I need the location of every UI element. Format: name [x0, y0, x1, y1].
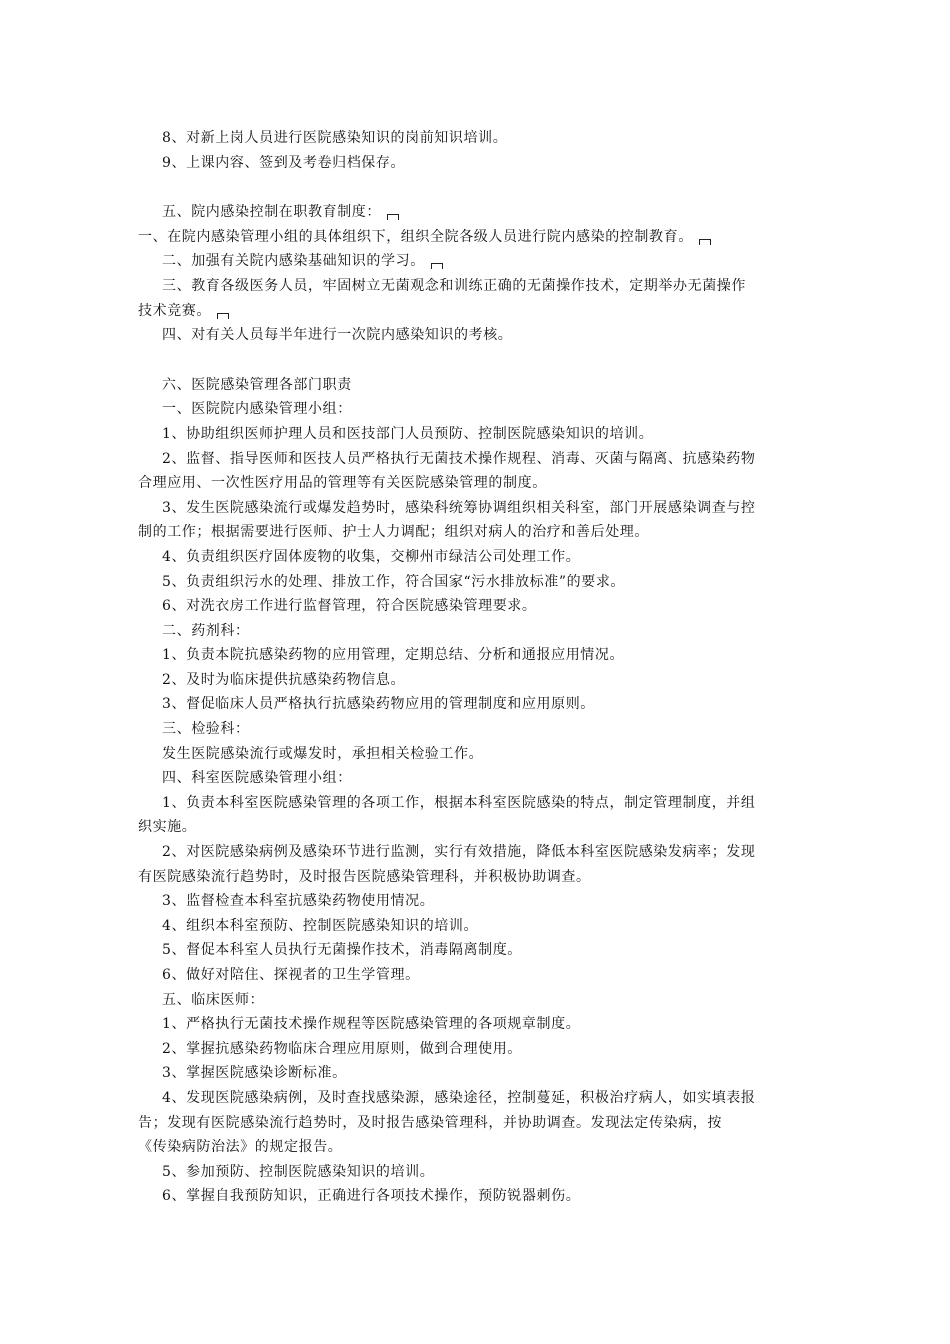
text-line: 5、负责组织污水的处理、排放工作，符合国家“污水排放标准”的要求。	[162, 573, 626, 590]
text-line: 3、监督检查本科室抗感染药物使用情况。	[162, 893, 435, 910]
paragraph-gap	[138, 348, 818, 373]
text-line-content: 技术竞赛。	[138, 302, 211, 319]
text-line: 1、负责本院抗感染药物的应用管理，定期总结、分析和通报应用情况。	[162, 647, 625, 664]
text-line: 三、教育各级医务人员，牢固树立无菌观念和训练正确的无菌操作技术，定期举办无菌操作	[162, 277, 746, 294]
text-line: 6、做好对陪住、探视者的卫生学管理。	[162, 967, 420, 983]
text-line: 告；发现有医院感染流行趋势时，及时报告感染管理科，并协助调查。发现法定传染病，按	[138, 1114, 722, 1131]
text-line: 2、监督、指导医师和医技人员严格执行无菌技术操作规程、消毒、灭菌与隔离、抗感染药物	[162, 450, 756, 467]
document-body	[138, 126, 818, 1209]
subsection-heading: 三、检验科：	[162, 721, 250, 738]
subsection-heading: 一、医院院内感染管理小组：	[162, 401, 352, 418]
text-line: 合理应用、一次性医疗用品的管理等有关医院感染管理的制度。	[138, 475, 547, 492]
text-line: 2、掌握抗感染药物临床合理应用原则，做到合理使用。	[162, 1040, 522, 1057]
text-line: 4、负责组织医疗固体废物的收集，交柳州市绿洁公司处理工作。	[162, 548, 581, 565]
text-line: 1、协助组织医师护理人员和医技部门人员预防、控制医院感染知识的培训。	[162, 425, 654, 442]
text-line: 《传染病防治法》的规定报告。	[138, 1139, 343, 1156]
text-line: 2、对医院感染病例及感染环节进行监测，实行有效措施，降低本科室医院感染发病率；发现	[162, 844, 756, 861]
text-line: 发生医院感染流行或爆发时，承担相关检验工作。	[162, 745, 484, 762]
paragraph-mark-icon	[431, 263, 443, 269]
section-heading: 六、医院感染管理各部门职责	[162, 376, 352, 393]
text-line	[138, 249, 818, 274]
text-line: 四、对有关人员每半年进行一次院内感染知识的考核。	[162, 327, 513, 344]
paragraph-mark-icon	[699, 239, 711, 245]
text-line: 4、组织本科室预防、控制医院感染知识的培训。	[162, 917, 479, 934]
text-line: 6、掌握自我预防知识，正确进行各项技术操作，预防锐器刺伤。	[162, 1188, 581, 1205]
text-line: 1、负责本科室医院感染管理的各项工作，根据本科室医院感染的特点，制定管理制度，并组	[162, 794, 756, 811]
text-line: 4、发现医院感染病例，及时查找感染源，感染途径，控制蔓延，积极治疗病人，如实填表报	[162, 1089, 756, 1106]
text-line	[138, 299, 818, 324]
text-line-content: 一、在院内感染管理小组的具体组织下，组织全院各级人员进行院内感染的控制教育。	[138, 228, 693, 245]
text-line: 制的工作；根据需要进行医师、护士人力调配；组织对病人的治疗和善后处理。	[138, 524, 649, 541]
text-line: 5、参加预防、控制医院感染知识的培训。	[162, 1163, 435, 1180]
text-line: 1、严格执行无菌技术操作规程等医院感染管理的各项规章制度。	[162, 1016, 581, 1033]
section-heading	[138, 200, 818, 225]
subsection-heading: 二、药剂科：	[162, 622, 250, 639]
text-line: 织实施。	[138, 819, 197, 836]
subsection-heading: 五、临床医师：	[162, 991, 265, 1008]
text-line: 3、掌握医院感染诊断标准。	[162, 1065, 347, 1082]
text-line: 6、对洗衣房工作进行监督管理，符合医院感染管理要求。	[162, 598, 537, 615]
text-line: 2、及时为临床提供抗感染药物信息。	[162, 671, 406, 688]
paragraph-mark-icon	[387, 214, 399, 220]
text-line: 3、督促临床人员严格执行抗感染药物应用的管理制度和应用原则。	[162, 696, 595, 713]
text-line: 5、督促本科室人员执行无菌操作技术，消毒隔离制度。	[162, 942, 522, 959]
section-heading-text: 五、院内感染控制在职教育制度：	[162, 204, 381, 221]
text-line: 9、上课内容、签到及考卷归档保存。	[162, 154, 406, 171]
paragraph-gap	[138, 175, 818, 200]
paragraph-mark-icon	[217, 313, 229, 319]
subsection-heading: 四、科室医院感染管理小组：	[162, 770, 352, 787]
text-line: 3、发生医院感染流行或爆发趋势时，感染科统筹协调组织相关科室，部门开展感染调查与控	[162, 499, 756, 516]
text-line: 有医院感染流行趋势时，及时报告医院感染管理科，并积极协助调查。	[138, 868, 591, 885]
text-line	[138, 225, 818, 250]
text-line-content: 二、加强有关院内感染基础知识的学习。	[162, 253, 425, 270]
text-line: 8、对新上岗人员进行医院感染知识的岗前知识培训。	[162, 130, 508, 146]
